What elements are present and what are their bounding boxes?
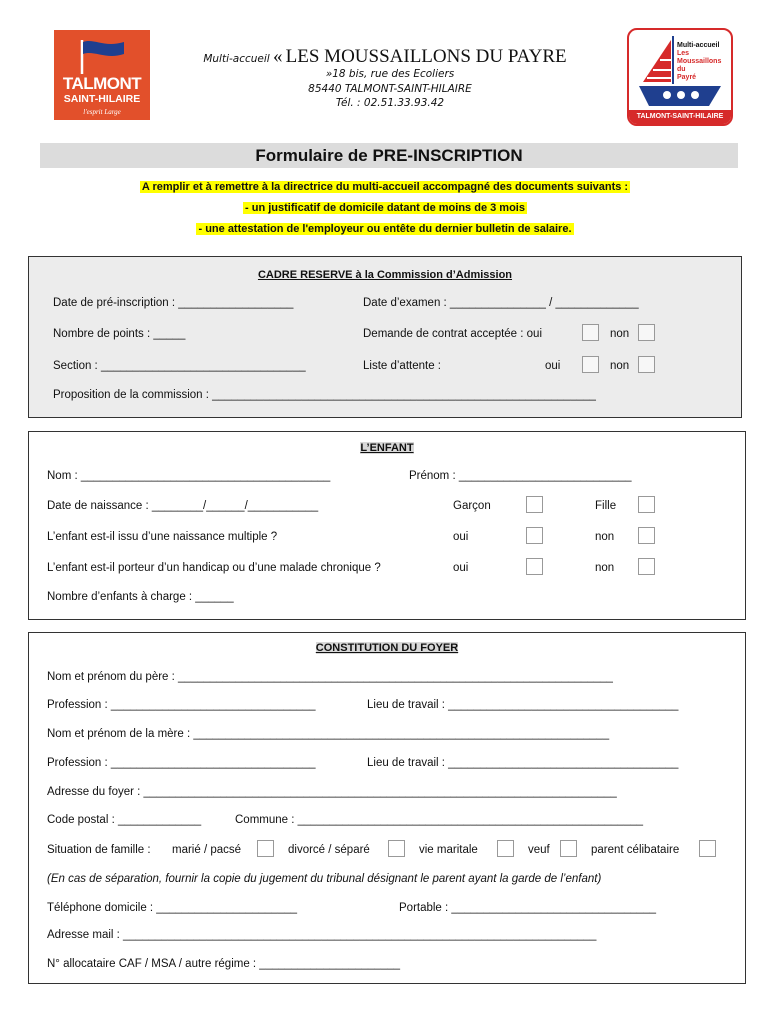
situation-veuf-checkbox[interactable] <box>560 840 577 857</box>
logo-text-line3: Moussaillons <box>677 58 722 65</box>
enfant-section <box>28 431 746 620</box>
nombre-points-field[interactable]: Nombre de points : _____ <box>53 328 186 340</box>
lieu-travail-pere-field[interactable]: Lieu de travail : ____________________________________ <box>367 699 679 711</box>
liste-non-checkbox[interactable] <box>638 356 655 373</box>
naissance-multiple-question: L’enfant est-il issu d’une naissance multiple ? <box>47 531 278 543</box>
separation-note: (En cas de séparation, fournir la copie du jugement du tribunal désignant le parent ayant la garde de l’enfant) <box>47 873 602 885</box>
garcon-checkbox[interactable] <box>526 496 543 513</box>
handicap-question: L’enfant est-il porteur d’un handicap ou d’une malade chronique ? <box>47 562 381 574</box>
situation-vie-maritale-checkbox[interactable] <box>497 840 514 857</box>
foyer-title: CONSTITUTION DU FOYER <box>315 642 459 654</box>
prenom-field[interactable]: Prénom : ___________________________ <box>409 470 632 482</box>
logo-text-line1: Multi-accueil <box>677 42 720 49</box>
organization-title <box>160 46 610 68</box>
liste-non-label: non <box>610 360 630 372</box>
multiple-non-label: non <box>595 531 615 543</box>
multiple-non-checkbox[interactable] <box>638 527 655 544</box>
logo-band: TALMONT-SAINT-HILAIRE <box>629 110 731 124</box>
adresse-mail-field[interactable]: Adresse mail : __________________________________________________________________________ <box>47 929 597 941</box>
talmont-logo <box>54 30 150 120</box>
multi-accueil-label: Multi-accueil <box>203 53 270 65</box>
profession-mere-field[interactable]: Profession : ________________________________ <box>47 757 316 769</box>
enfants-charge-field[interactable]: Nombre d’enfants à charge : ______ <box>47 591 234 603</box>
phone-number: Tél. : 02.51.33.93.42 <box>335 97 445 109</box>
logo-text-line2: Les <box>677 50 690 57</box>
adresse-foyer-field[interactable]: Adresse du foyer : __________________________________________________________________________ <box>47 786 617 798</box>
instruction-line-3: - une attestation de l'employeur ou entête du dernier bulletin de salaire. <box>198 223 572 235</box>
instruction-line-2: - un justificatif de domicile datant de moins de 3 mois <box>245 202 525 214</box>
situation-divorce-checkbox[interactable] <box>388 840 405 857</box>
instruction-line-1: A remplir et à remettre à la directrice du multi-accueil accompagné des documents suivants : <box>141 181 629 193</box>
nom-field[interactable]: Nom : _______________________________________ <box>47 470 331 482</box>
commission-title: CADRE RESERVE à la Commission d’Admission <box>257 269 513 281</box>
form-title-band <box>40 143 738 168</box>
contrat-non-checkbox[interactable] <box>638 324 655 341</box>
section-field[interactable]: Section : ________________________________ <box>53 360 306 372</box>
proposition-field[interactable]: Proposition de la commission : ____________________________________________________________ <box>53 389 596 401</box>
form-title: Formulaire de PRE-INSCRIPTION <box>255 146 523 165</box>
address-line-2: 85440 TALMONT-SAINT-HILAIRE <box>308 83 472 95</box>
liste-oui-label: oui <box>545 360 561 372</box>
fille-checkbox[interactable] <box>638 496 655 513</box>
enfant-title: L’ENFANT <box>360 442 414 454</box>
logo-slogan: l'esprit Large <box>83 108 121 116</box>
commune-field[interactable]: Commune : ______________________________________________________ <box>235 814 644 826</box>
handicap-oui-checkbox[interactable] <box>526 558 543 575</box>
logo-text-line4: du <box>677 66 686 73</box>
situation-veuf-label: veuf <box>528 844 550 856</box>
liste-oui-checkbox[interactable] <box>582 356 599 373</box>
telephone-field[interactable]: Téléphone domicile : ______________________ <box>47 902 298 914</box>
logo-text <box>677 42 721 82</box>
handicap-non-checkbox[interactable] <box>638 558 655 575</box>
lieu-travail-mere-field[interactable]: Lieu de travail : ____________________________________ <box>367 757 679 769</box>
pere-field[interactable]: Nom et prénom du père : ____________________________________________________________________ <box>47 671 613 683</box>
situation-divorce-label: divorcé / séparé <box>288 844 370 856</box>
situation-vie-maritale-label: vie maritale <box>419 844 478 856</box>
organization-name: LES MOUSSAILLONS DU PAYRE <box>285 46 567 67</box>
logo-town-name: TALMONT <box>62 74 142 93</box>
date-examen-field[interactable]: Date d’examen : _______________ / _____________ <box>363 297 639 309</box>
situation-famille-label: Situation de famille : <box>47 844 151 856</box>
handicap-oui-label: oui <box>453 562 469 574</box>
fille-label: Fille <box>595 500 617 512</box>
foyer-section <box>28 632 746 984</box>
commission-section <box>28 256 742 418</box>
date-preinscription-field[interactable]: Date de pré-inscription : __________________ <box>53 297 294 309</box>
moussaillons-logo <box>627 28 733 126</box>
contrat-non-label: non <box>610 328 630 340</box>
handicap-non-label: non <box>595 562 615 574</box>
flag-icon <box>76 38 128 74</box>
situation-celibataire-label: parent célibataire <box>591 844 680 856</box>
address-line-1: »18 bis, rue des Ecoliers <box>325 68 455 80</box>
quote-mark: « <box>272 46 283 67</box>
contrat-oui-checkbox[interactable] <box>582 324 599 341</box>
logo-text-line5: Payré <box>677 74 697 81</box>
demande-contrat-label: Demande de contrat acceptée : oui <box>363 328 543 340</box>
liste-attente-label: Liste d’attente : <box>363 360 441 372</box>
portable-field[interactable]: Portable : ________________________________ <box>399 902 657 914</box>
profession-pere-field[interactable]: Profession : ________________________________ <box>47 699 316 711</box>
multiple-oui-checkbox[interactable] <box>526 527 543 544</box>
logo-town-name-2: SAINT-HILAIRE <box>63 93 141 105</box>
situation-marie-label: marié / pacsé <box>172 844 242 856</box>
situation-celibataire-checkbox[interactable] <box>699 840 716 857</box>
mere-field[interactable]: Nom et prénom de la mère : _________________________________________________________________ <box>47 728 610 740</box>
allocataire-field[interactable]: N° allocataire CAF / MSA / autre régime : ______________________ <box>47 958 401 970</box>
situation-marie-checkbox[interactable] <box>257 840 274 857</box>
garcon-label: Garçon <box>453 500 491 512</box>
multiple-oui-label: oui <box>453 531 469 543</box>
code-postal-field[interactable]: Code postal : _____________ <box>47 814 202 826</box>
date-naissance-field[interactable]: Date de naissance : ________/______/___________ <box>47 500 319 512</box>
